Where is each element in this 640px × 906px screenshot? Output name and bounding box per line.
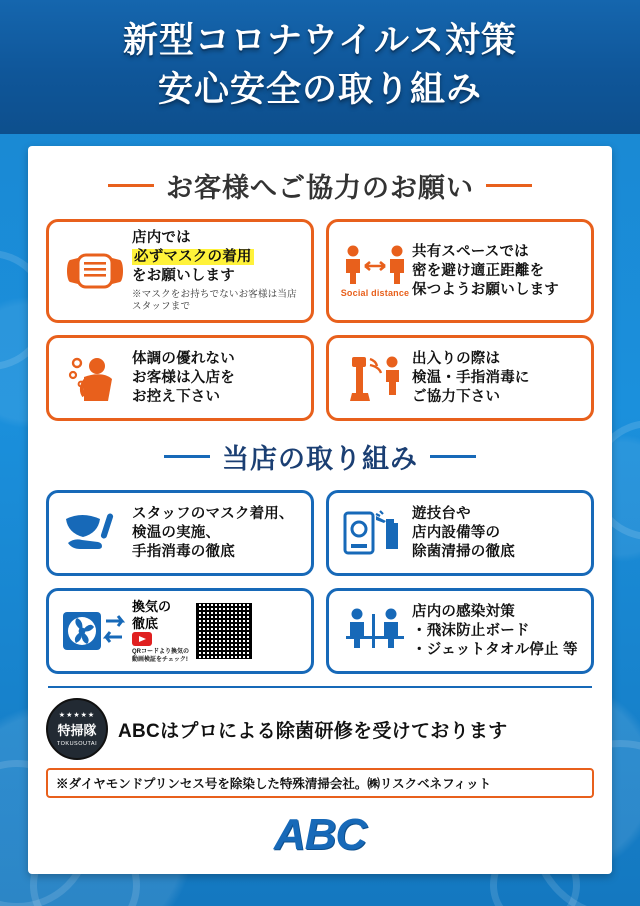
- inf-line-3: ・ジェットタオル停止 等: [412, 641, 578, 658]
- inf-line-1: 店内の感染対策: [412, 603, 515, 620]
- item-temperature-sanitize: [326, 335, 594, 421]
- dash-left-icon: [108, 184, 154, 187]
- mask-text-pre: 店内では: [132, 230, 191, 246]
- sick-line-2: お客様は入店を: [132, 369, 235, 386]
- equip-line-3: 除菌清掃の徹底: [412, 543, 515, 560]
- sd-line-3: 保つようお願いします: [412, 281, 559, 298]
- spray-machine-icon: [338, 507, 412, 559]
- equip-line-2: 店内設備等の: [412, 524, 501, 541]
- sick-line-1: 体調の優れない: [132, 350, 235, 367]
- vent-line-1: 換気の: [132, 599, 172, 614]
- partition-board-icon: [338, 606, 412, 656]
- section-1-grid: [46, 219, 594, 421]
- footer-headline: ABCはプロによる除菌研修を受けております: [118, 720, 508, 742]
- section-1-title: お客様へご協力のお願い: [166, 173, 474, 203]
- item-staff-text: [132, 505, 294, 562]
- footer-note: ※ダイヤモンドプリンセス号を除染した特殊清掃会社。㈱リスクベネフィット: [46, 768, 594, 798]
- dash-right-icon: [486, 184, 532, 187]
- face-mask-icon: [58, 248, 132, 294]
- san-line-1: 出入りの際は: [412, 350, 501, 367]
- ventilation-label: [132, 598, 190, 664]
- item-mask-text: [132, 229, 302, 313]
- mask-text-post: をお願いします: [132, 268, 235, 284]
- seal-subtitle: TOKUSOUTAI: [56, 741, 98, 747]
- hand-sanitizer-icon: [338, 353, 412, 403]
- sd-line-2: 密を避け適正距離を: [412, 262, 545, 279]
- staff-line-3: 手指消毒の徹底: [132, 543, 235, 560]
- footer-divider: [48, 686, 592, 688]
- vent-line-2: 徹底: [132, 616, 159, 631]
- dash-left-icon: [164, 455, 210, 458]
- item-equipment-text: [412, 505, 515, 562]
- staff-line-1: スタッフのマスク着用、: [132, 505, 294, 522]
- san-line-3: ご協力下さい: [412, 388, 501, 405]
- san-line-2: 検温・手指消毒に: [412, 369, 530, 386]
- item-staff-mask-temp: [46, 490, 314, 576]
- item-sick-text: [132, 350, 235, 407]
- brand-logo-wrap: [46, 810, 594, 860]
- abc-logo: ABC: [273, 810, 367, 859]
- section-heading-customer-request: [46, 166, 594, 205]
- item-infection-measures: [326, 588, 594, 674]
- dash-right-icon: [430, 455, 476, 458]
- section-heading-store-measures: [46, 437, 594, 476]
- section-2-title: 当店の取り組み: [222, 444, 418, 474]
- page-title: [0, 16, 640, 114]
- mask-thermometer-icon: [58, 507, 132, 559]
- ventilation-fan-icon: [58, 605, 132, 657]
- poster-header: [0, 0, 640, 134]
- content-card: [28, 146, 612, 874]
- ventilation-video-link[interactable]: [132, 598, 252, 664]
- item-mask-required: [46, 219, 314, 323]
- title-line-1: 新型コロナウイルス対策: [123, 21, 517, 60]
- item-social-distance: [326, 219, 594, 323]
- item-sanitizer-text: [412, 350, 530, 407]
- item-infection-text: [412, 603, 578, 660]
- social-distance-icon: [338, 244, 412, 298]
- mask-text-highlight: 必ずマスクの着用: [134, 249, 252, 265]
- footer-training-row: [46, 698, 594, 760]
- seal-stars: ★★★★★: [58, 712, 96, 719]
- title-line-2: 安心安全の取り組み: [157, 70, 482, 109]
- youtube-icon: [132, 632, 152, 646]
- qr-code-icon[interactable]: [196, 603, 252, 659]
- mask-note: ※マスクをお持ちでないお客様は当店スタッフまで: [132, 289, 297, 312]
- tokusoutai-seal-icon: [46, 698, 108, 760]
- qr-caption: QRコードより換気の動画検証をチェック!: [132, 649, 190, 663]
- social-distance-label: Social distance: [340, 288, 410, 298]
- item-ventilation: [46, 588, 314, 674]
- item-equipment-cleaning: [326, 490, 594, 576]
- section-2-grid: [46, 490, 594, 674]
- inf-line-2: ・飛沫防止ボード: [412, 622, 530, 639]
- sick-line-3: お控え下さい: [132, 388, 221, 405]
- staff-line-2: 検温の実施、: [132, 524, 221, 541]
- equip-line-1: 遊技台や: [412, 505, 471, 522]
- sd-line-1: 共有スペースでは: [412, 243, 529, 260]
- seal-name: 特掃隊: [57, 723, 97, 738]
- item-social-distance-text: [412, 243, 559, 300]
- sick-person-icon: [58, 353, 132, 403]
- item-stay-home-if-sick: [46, 335, 314, 421]
